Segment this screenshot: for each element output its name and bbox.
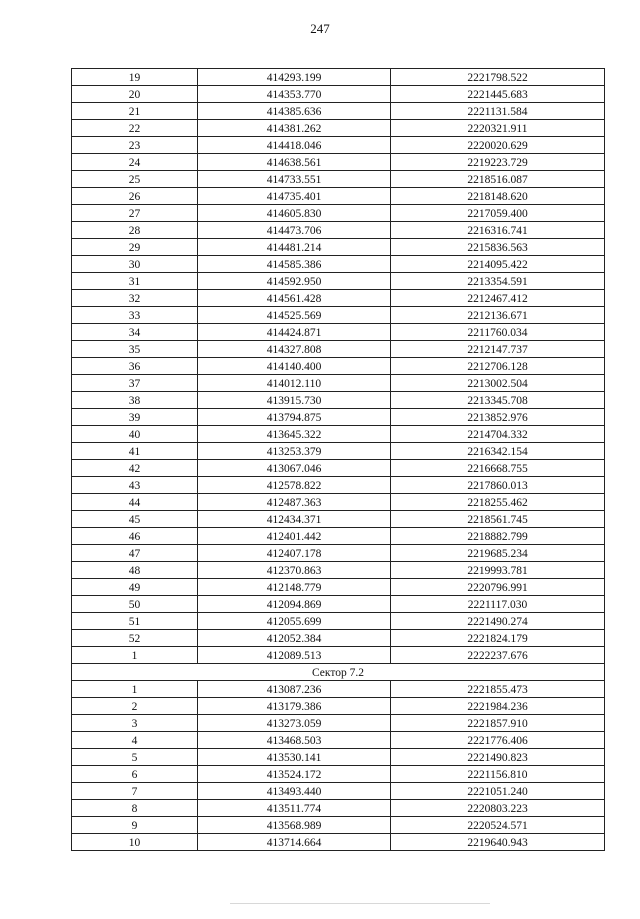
point-number-cell: 39 xyxy=(72,409,198,426)
y-coordinate-cell: 2213345.708 xyxy=(391,392,605,409)
y-coordinate-cell: 2220796.991 xyxy=(391,579,605,596)
point-number-cell: 41 xyxy=(72,443,198,460)
table-row xyxy=(72,528,605,545)
table-row xyxy=(72,579,605,596)
x-coordinate-cell: 412578.822 xyxy=(198,477,391,494)
table-row xyxy=(72,307,605,324)
y-coordinate-cell: 2211760.034 xyxy=(391,324,605,341)
point-number-cell: 29 xyxy=(72,239,198,256)
table-row xyxy=(72,205,605,222)
y-coordinate-cell: 2221490.274 xyxy=(391,613,605,630)
point-number-cell: 45 xyxy=(72,511,198,528)
x-coordinate-cell: 413530.141 xyxy=(198,749,391,766)
x-coordinate-cell: 413568.989 xyxy=(198,817,391,834)
point-number-cell: 2 xyxy=(72,698,198,715)
point-number-cell: 48 xyxy=(72,562,198,579)
point-number-cell: 34 xyxy=(72,324,198,341)
y-coordinate-cell: 2220803.223 xyxy=(391,800,605,817)
y-coordinate-cell: 2213852.976 xyxy=(391,409,605,426)
point-number-cell: 8 xyxy=(72,800,198,817)
x-coordinate-cell: 412055.699 xyxy=(198,613,391,630)
x-coordinate-cell: 414525.569 xyxy=(198,307,391,324)
x-coordinate-cell: 413493.440 xyxy=(198,783,391,800)
point-number-cell: 25 xyxy=(72,171,198,188)
y-coordinate-cell: 2216342.154 xyxy=(391,443,605,460)
x-coordinate-cell: 413794.875 xyxy=(198,409,391,426)
x-coordinate-cell: 414293.199 xyxy=(198,69,391,86)
table-row xyxy=(72,443,605,460)
point-number-cell: 37 xyxy=(72,375,198,392)
point-number-cell: 26 xyxy=(72,188,198,205)
x-coordinate-cell: 414012.110 xyxy=(198,375,391,392)
x-coordinate-cell: 414638.561 xyxy=(198,154,391,171)
y-coordinate-cell: 2213354.591 xyxy=(391,273,605,290)
table-row xyxy=(72,681,605,698)
y-coordinate-cell: 2214704.332 xyxy=(391,426,605,443)
point-number-cell: 22 xyxy=(72,120,198,137)
y-coordinate-cell: 2215836.563 xyxy=(391,239,605,256)
table-row xyxy=(72,749,605,766)
table-row xyxy=(72,630,605,647)
y-coordinate-cell: 2221156.810 xyxy=(391,766,605,783)
x-coordinate-cell: 412089.513 xyxy=(198,647,391,664)
table-row xyxy=(72,477,605,494)
table-row xyxy=(72,103,605,120)
y-coordinate-cell: 2221776.406 xyxy=(391,732,605,749)
y-coordinate-cell: 2219685.234 xyxy=(391,545,605,562)
x-coordinate-cell: 412094.869 xyxy=(198,596,391,613)
table-row xyxy=(72,256,605,273)
x-coordinate-cell: 414473.706 xyxy=(198,222,391,239)
x-coordinate-cell: 413915.730 xyxy=(198,392,391,409)
point-number-cell: 21 xyxy=(72,103,198,120)
x-coordinate-cell: 412434.371 xyxy=(198,511,391,528)
table-row xyxy=(72,715,605,732)
x-coordinate-cell: 413067.046 xyxy=(198,460,391,477)
table-row xyxy=(72,426,605,443)
table-row xyxy=(72,120,605,137)
point-number-cell: 4 xyxy=(72,732,198,749)
table-row xyxy=(72,222,605,239)
y-coordinate-cell: 2218882.799 xyxy=(391,528,605,545)
table-row xyxy=(72,137,605,154)
y-coordinate-cell: 2212147.737 xyxy=(391,341,605,358)
point-number-cell: 5 xyxy=(72,749,198,766)
table-row xyxy=(72,834,605,851)
table-row xyxy=(72,358,605,375)
coordinates-table-body xyxy=(72,69,605,851)
y-coordinate-cell: 2221445.683 xyxy=(391,86,605,103)
y-coordinate-cell: 2219993.781 xyxy=(391,562,605,579)
table-row xyxy=(72,154,605,171)
point-number-cell: 52 xyxy=(72,630,198,647)
x-coordinate-cell: 413179.386 xyxy=(198,698,391,715)
x-coordinate-cell: 413524.172 xyxy=(198,766,391,783)
y-coordinate-cell: 2220321.911 xyxy=(391,120,605,137)
table-row xyxy=(72,766,605,783)
y-coordinate-cell: 2217860.013 xyxy=(391,477,605,494)
table-row xyxy=(72,460,605,477)
y-coordinate-cell: 2221857.910 xyxy=(391,715,605,732)
table-row xyxy=(72,494,605,511)
x-coordinate-cell: 414418.046 xyxy=(198,137,391,154)
y-coordinate-cell: 2212467.412 xyxy=(391,290,605,307)
point-number-cell: 44 xyxy=(72,494,198,511)
point-number-cell: 1 xyxy=(72,647,198,664)
point-number-cell: 19 xyxy=(72,69,198,86)
y-coordinate-cell: 2221117.030 xyxy=(391,596,605,613)
y-coordinate-cell: 2218255.462 xyxy=(391,494,605,511)
point-number-cell: 49 xyxy=(72,579,198,596)
x-coordinate-cell: 413253.379 xyxy=(198,443,391,460)
y-coordinate-cell: 2221984.236 xyxy=(391,698,605,715)
section-header-row xyxy=(72,664,605,681)
y-coordinate-cell: 2212136.671 xyxy=(391,307,605,324)
table-row xyxy=(72,783,605,800)
x-coordinate-cell: 413087.236 xyxy=(198,681,391,698)
y-coordinate-cell: 2218561.745 xyxy=(391,511,605,528)
x-coordinate-cell: 414585.386 xyxy=(198,256,391,273)
point-number-cell: 31 xyxy=(72,273,198,290)
table-row xyxy=(72,324,605,341)
table-row xyxy=(72,86,605,103)
x-coordinate-cell: 414481.214 xyxy=(198,239,391,256)
y-coordinate-cell: 2217059.400 xyxy=(391,205,605,222)
table-row xyxy=(72,188,605,205)
point-number-cell: 20 xyxy=(72,86,198,103)
point-number-cell: 42 xyxy=(72,460,198,477)
x-coordinate-cell: 412052.384 xyxy=(198,630,391,647)
table-row xyxy=(72,290,605,307)
point-number-cell: 27 xyxy=(72,205,198,222)
table-row xyxy=(72,613,605,630)
y-coordinate-cell: 2213002.504 xyxy=(391,375,605,392)
point-number-cell: 23 xyxy=(72,137,198,154)
point-number-cell: 46 xyxy=(72,528,198,545)
point-number-cell: 6 xyxy=(72,766,198,783)
x-coordinate-cell: 413645.322 xyxy=(198,426,391,443)
y-coordinate-cell: 2221490.823 xyxy=(391,749,605,766)
y-coordinate-cell: 2216316.741 xyxy=(391,222,605,239)
point-number-cell: 38 xyxy=(72,392,198,409)
point-number-cell: 51 xyxy=(72,613,198,630)
point-number-cell: 30 xyxy=(72,256,198,273)
point-number-cell: 35 xyxy=(72,341,198,358)
y-coordinate-cell: 2219640.943 xyxy=(391,834,605,851)
x-coordinate-cell: 414561.428 xyxy=(198,290,391,307)
section-title: Сектор 7.2 xyxy=(72,664,605,681)
point-number-cell: 1 xyxy=(72,681,198,698)
point-number-cell: 7 xyxy=(72,783,198,800)
x-coordinate-cell: 414605.830 xyxy=(198,205,391,222)
x-coordinate-cell: 414381.262 xyxy=(198,120,391,137)
page-number: 247 xyxy=(310,21,330,36)
y-coordinate-cell: 2222237.676 xyxy=(391,647,605,664)
point-number-cell: 24 xyxy=(72,154,198,171)
table-row xyxy=(72,171,605,188)
point-number-cell: 33 xyxy=(72,307,198,324)
x-coordinate-cell: 412407.178 xyxy=(198,545,391,562)
x-coordinate-cell: 413511.774 xyxy=(198,800,391,817)
x-coordinate-cell: 414735.401 xyxy=(198,188,391,205)
y-coordinate-cell: 2216668.755 xyxy=(391,460,605,477)
point-number-cell: 43 xyxy=(72,477,198,494)
y-coordinate-cell: 2221131.584 xyxy=(391,103,605,120)
x-coordinate-cell: 414140.400 xyxy=(198,358,391,375)
point-number-cell: 10 xyxy=(72,834,198,851)
y-coordinate-cell: 2221855.473 xyxy=(391,681,605,698)
x-coordinate-cell: 414385.636 xyxy=(198,103,391,120)
table-row xyxy=(72,69,605,86)
x-coordinate-cell: 414353.770 xyxy=(198,86,391,103)
point-number-cell: 9 xyxy=(72,817,198,834)
point-number-cell: 47 xyxy=(72,545,198,562)
table-row xyxy=(72,817,605,834)
x-coordinate-cell: 412370.863 xyxy=(198,562,391,579)
x-coordinate-cell: 414733.551 xyxy=(198,171,391,188)
point-number-cell: 32 xyxy=(72,290,198,307)
y-coordinate-cell: 2220524.571 xyxy=(391,817,605,834)
table-row xyxy=(72,511,605,528)
table-row xyxy=(72,239,605,256)
point-number-cell: 50 xyxy=(72,596,198,613)
y-coordinate-cell: 2219223.729 xyxy=(391,154,605,171)
table-row xyxy=(72,273,605,290)
point-number-cell: 28 xyxy=(72,222,198,239)
table-row xyxy=(72,647,605,664)
table-row xyxy=(72,562,605,579)
bottom-divider xyxy=(230,903,490,904)
table-row xyxy=(72,375,605,392)
y-coordinate-cell: 2221824.179 xyxy=(391,630,605,647)
y-coordinate-cell: 2220020.629 xyxy=(391,137,605,154)
y-coordinate-cell: 2221798.522 xyxy=(391,69,605,86)
table-row xyxy=(72,409,605,426)
table-row xyxy=(72,698,605,715)
y-coordinate-cell: 2218148.620 xyxy=(391,188,605,205)
point-number-cell: 40 xyxy=(72,426,198,443)
y-coordinate-cell: 2214095.422 xyxy=(391,256,605,273)
x-coordinate-cell: 414327.808 xyxy=(198,341,391,358)
x-coordinate-cell: 412401.442 xyxy=(198,528,391,545)
table-row xyxy=(72,392,605,409)
point-number-cell: 3 xyxy=(72,715,198,732)
y-coordinate-cell: 2212706.128 xyxy=(391,358,605,375)
table-row xyxy=(72,732,605,749)
x-coordinate-cell: 413468.503 xyxy=(198,732,391,749)
table-row xyxy=(72,800,605,817)
x-coordinate-cell: 413273.059 xyxy=(198,715,391,732)
y-coordinate-cell: 2221051.240 xyxy=(391,783,605,800)
y-coordinate-cell: 2218516.087 xyxy=(391,171,605,188)
x-coordinate-cell: 414424.871 xyxy=(198,324,391,341)
point-number-cell: 36 xyxy=(72,358,198,375)
coordinates-table xyxy=(71,68,605,851)
x-coordinate-cell: 414592.950 xyxy=(198,273,391,290)
table-row xyxy=(72,545,605,562)
table-row xyxy=(72,341,605,358)
x-coordinate-cell: 412148.779 xyxy=(198,579,391,596)
table-row xyxy=(72,596,605,613)
x-coordinate-cell: 412487.363 xyxy=(198,494,391,511)
x-coordinate-cell: 413714.664 xyxy=(198,834,391,851)
